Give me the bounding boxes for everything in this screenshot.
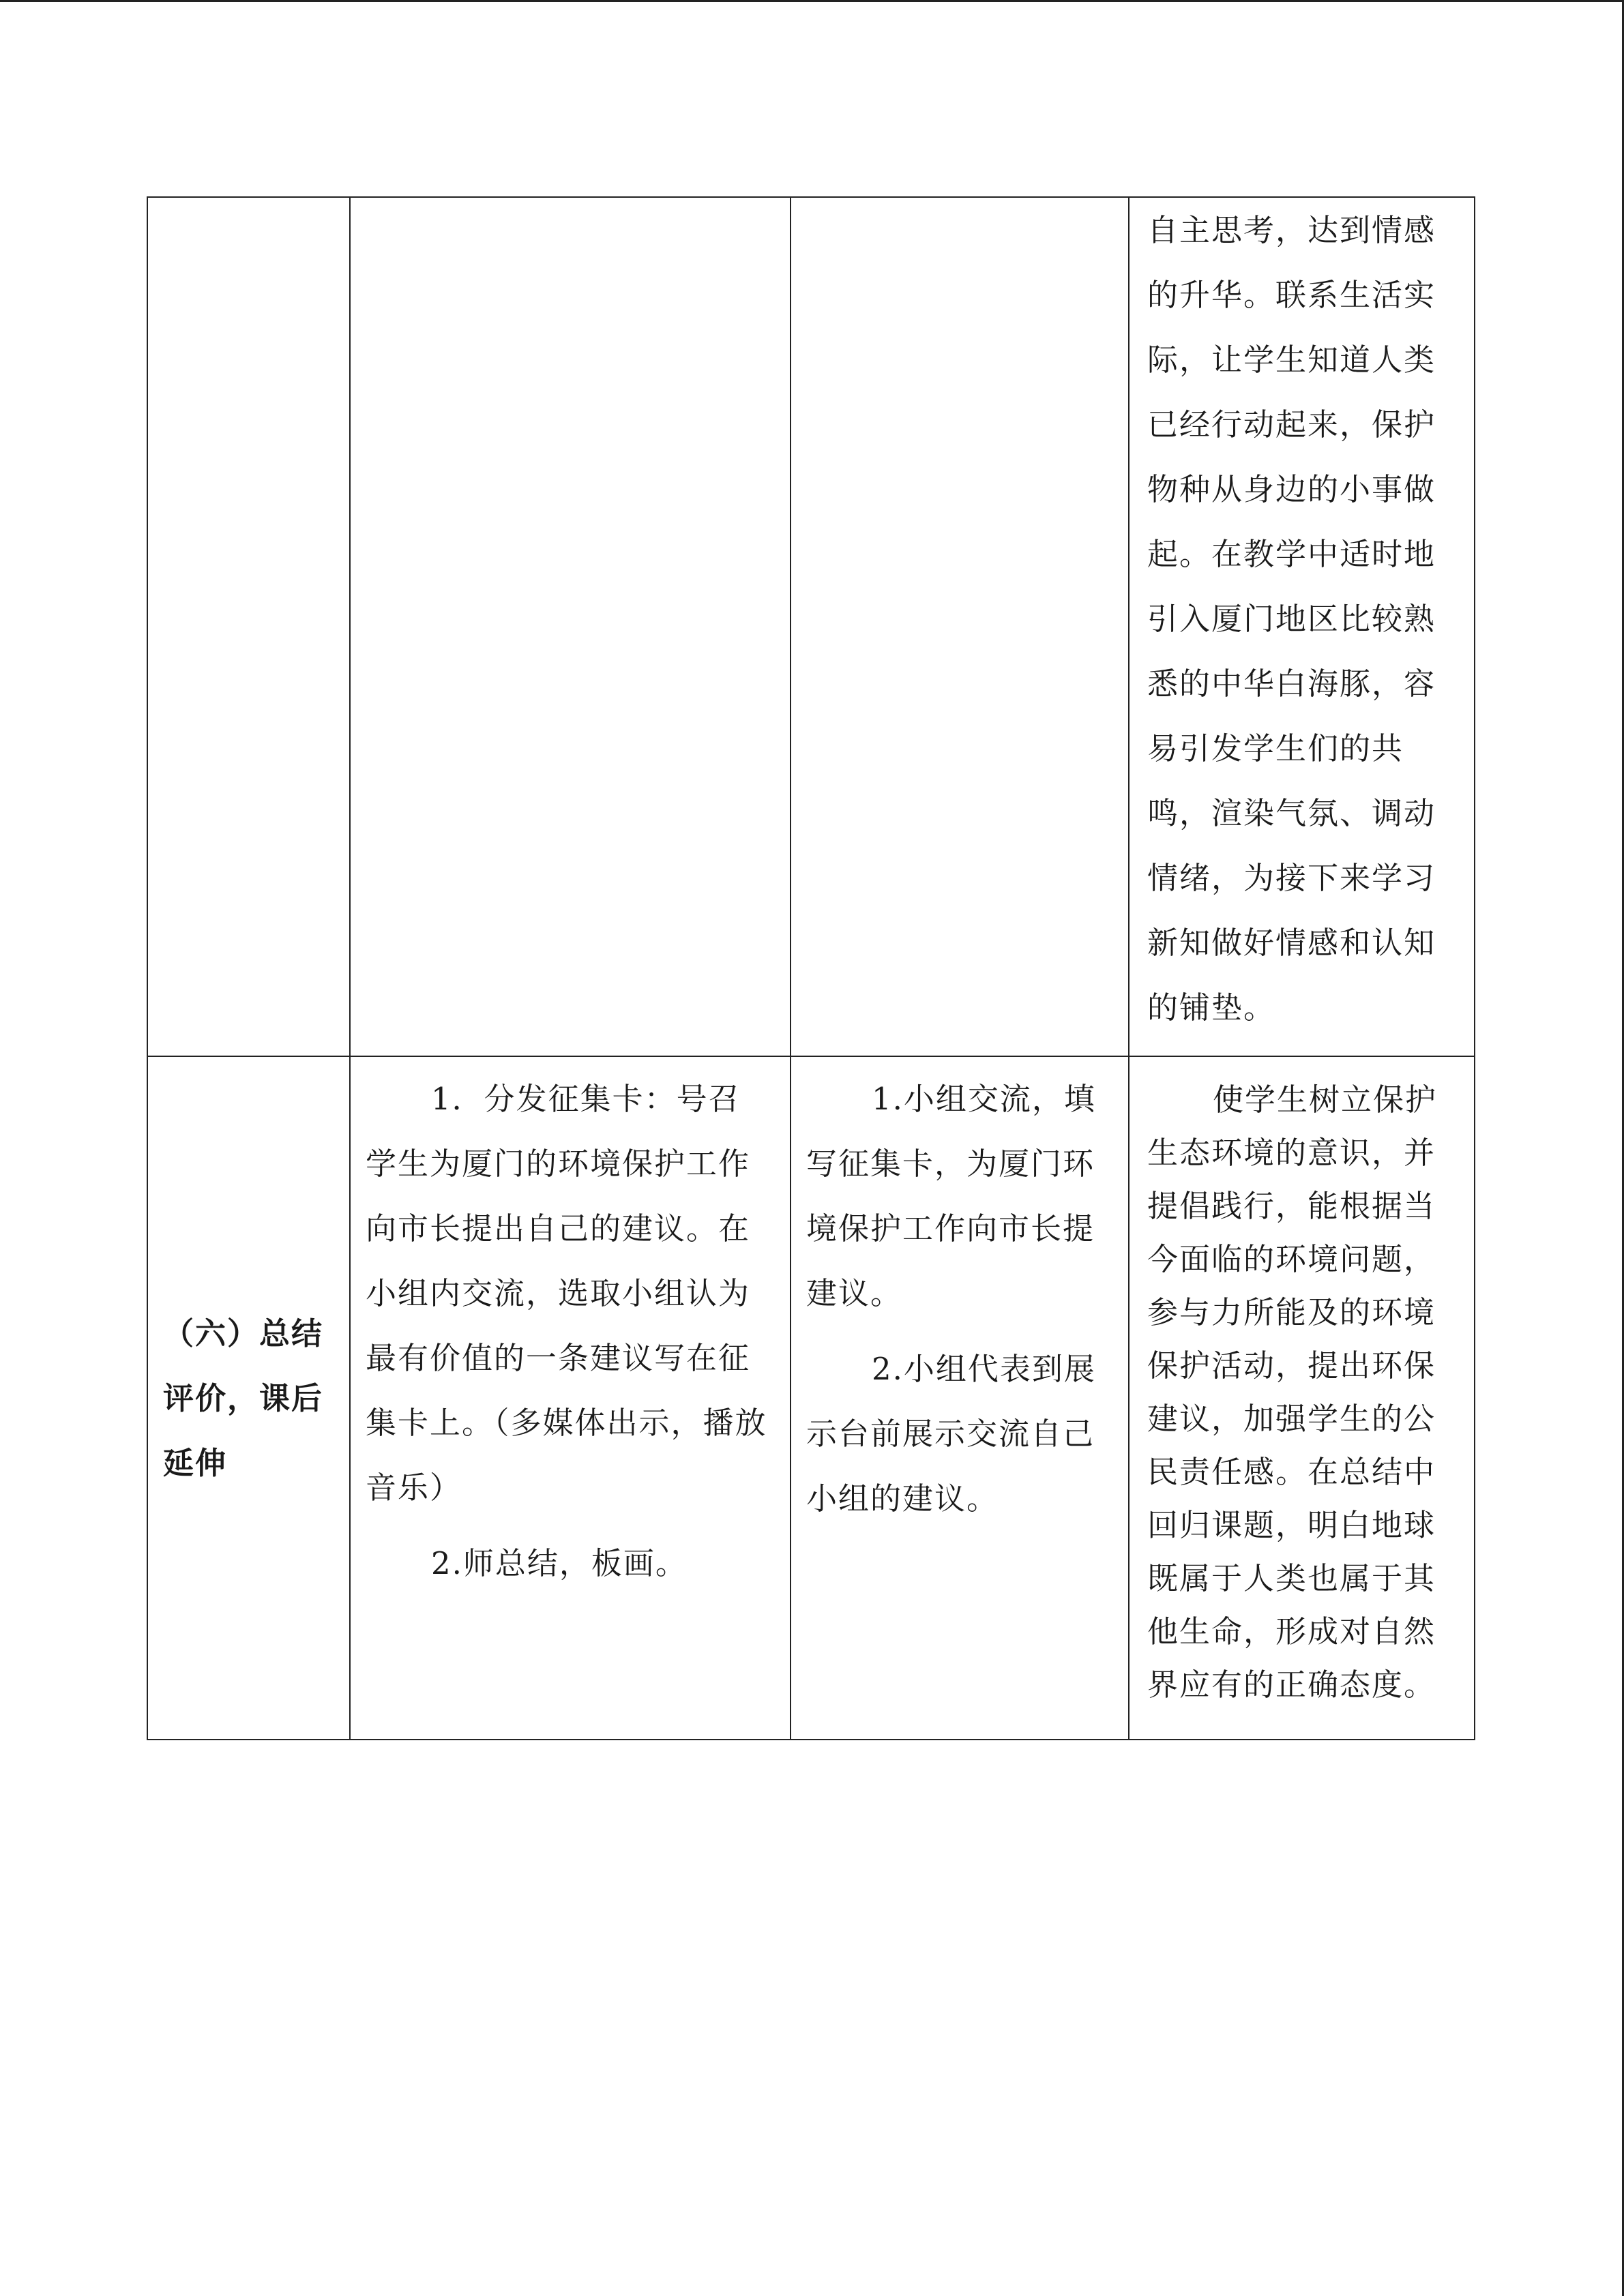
student-activity-cell xyxy=(791,1056,1129,1740)
table-row xyxy=(147,197,1475,1056)
design-intent-text: 自主思考，达到情感的升华。联系生活实际，让学生知道人类已经行动起来，保护物种从身边的小事做起。在教学中适时地引入厦门地区比较熟悉的中华白海豚，容易引发学生们的共鸣，渲染气氛、调动情绪，为接下来学习新知做好情感和认知的铺垫。 xyxy=(1147,212,1436,1026)
teacher-activity-cell xyxy=(350,1056,791,1740)
page-edge-top xyxy=(0,0,1624,2)
teacher-activity-text xyxy=(351,198,790,207)
design-intent-cell xyxy=(1129,197,1475,1056)
student-activity-cell xyxy=(791,197,1129,1056)
stage-cell xyxy=(147,197,350,1056)
design-intent-text: 使学生树立保护生态环境的意识，并提倡践行，能根据当今面临的环境问题，参与力所能及的环境保护活动，提出环保建议，加强学生的公民责任感。在总结中回归课题，明白地球既属于人类也属于其他生命，形成对自然界应有的正确态度。 xyxy=(1147,1082,1438,1703)
stage-cell xyxy=(147,1056,350,1740)
student-activity-item: 1.小组交流，填写征集卡，为厦门环境保护工作向市长提建议。 xyxy=(806,1081,1096,1311)
table-row xyxy=(147,1056,1475,1740)
student-activity-item: 2.小组代表到展示台前展示交流自己小组的建议。 xyxy=(806,1351,1096,1517)
student-activity-text xyxy=(791,198,1128,207)
teacher-activity-item: 2.师总结，板画。 xyxy=(431,1545,688,1581)
lesson-plan-table xyxy=(147,196,1475,1740)
teacher-activity-item: 1．分发征集卡：号召学生为厦门的环境保护工作向市长提出自己的建议。在小组内交流，选取小组认为最有价值的一条建议写在征集卡上。（多媒体出示，播放音乐） xyxy=(366,1081,767,1506)
design-intent-cell xyxy=(1129,1056,1475,1740)
stage-label: （六）总结评价，课后延伸 xyxy=(163,1315,324,1481)
teacher-activity-cell xyxy=(350,197,791,1056)
